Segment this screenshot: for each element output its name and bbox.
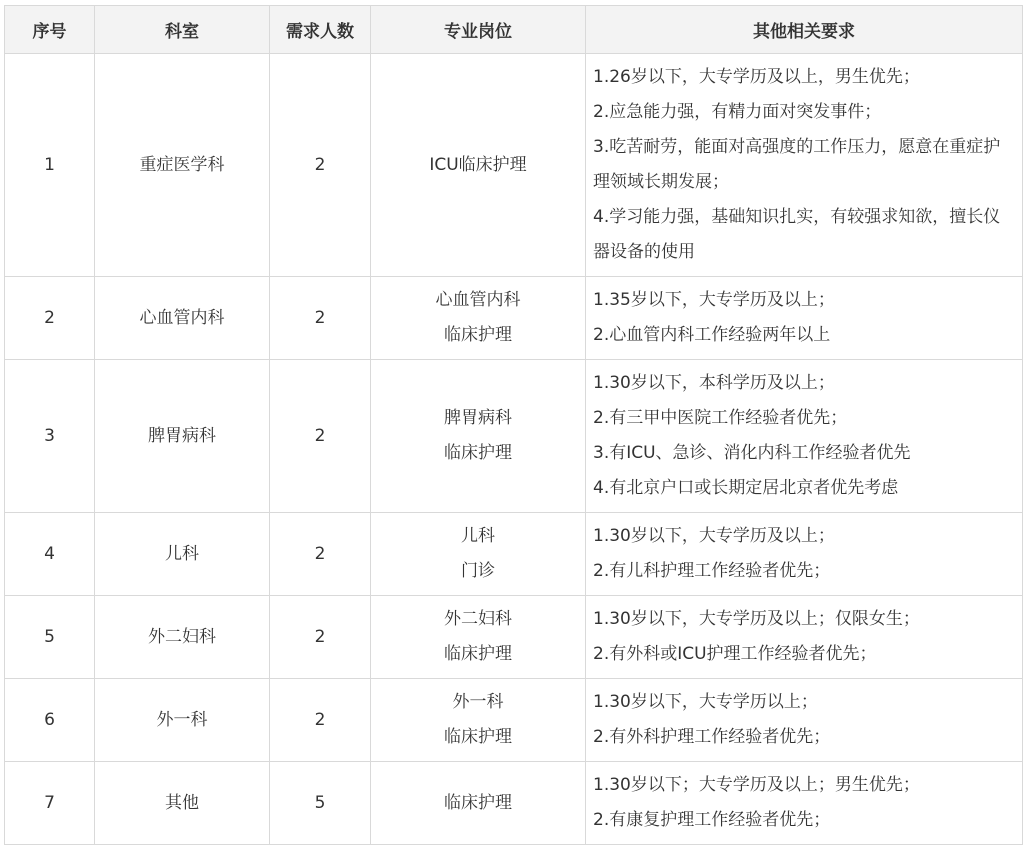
table-body	[5, 54, 1023, 845]
requirements	[586, 513, 1023, 596]
requirement-line: 1.30岁以下，大专学历及以上；	[593, 526, 835, 546]
position	[371, 360, 586, 513]
department: 外一科	[95, 679, 270, 762]
department: 脾胃病科	[95, 360, 270, 513]
requirements	[586, 679, 1023, 762]
requirements	[586, 596, 1023, 679]
row-number: 3	[5, 360, 95, 513]
headcount: 2	[270, 513, 371, 596]
headcount: 2	[270, 277, 371, 360]
position-line: 外二妇科	[444, 609, 512, 629]
requirement-line: 2.有康复护理工作经验者优先；	[593, 810, 831, 830]
row-number: 4	[5, 513, 95, 596]
table-row	[5, 596, 1023, 679]
department: 儿科	[95, 513, 270, 596]
requirement-line: 1.26岁以下，大专学历及以上，男生优先；	[593, 67, 920, 87]
requirement-line: 4.学习能力强，基础知识扎实，有较强求知欲，擅长仪器设备的使用	[593, 207, 1001, 262]
headcount: 2	[270, 596, 371, 679]
requirement-line: 2.应急能力强，有精力面对突发事件；	[593, 102, 882, 122]
table-row	[5, 277, 1023, 360]
row-number: 6	[5, 679, 95, 762]
position-line: 门诊	[461, 561, 495, 581]
requirement-line: 2.心血管内科工作经验两年以上	[593, 325, 831, 345]
headcount: 2	[270, 54, 371, 277]
requirement-line: 1.35岁以下，大专学历及以上；	[593, 290, 835, 310]
requirement-line: 1.30岁以下；大专学历及以上；男生优先；	[593, 775, 920, 795]
requirement-line: 1.30岁以下，大专学历以上；	[593, 692, 818, 712]
table-row	[5, 679, 1023, 762]
department: 其他	[95, 762, 270, 845]
headcount: 5	[270, 762, 371, 845]
requirements	[586, 277, 1023, 360]
position-line: 脾胃病科	[444, 408, 512, 428]
requirement-line: 2.有三甲中医院工作经验者优先；	[593, 408, 848, 428]
table-row	[5, 513, 1023, 596]
position	[371, 679, 586, 762]
department: 重症医学科	[95, 54, 270, 277]
department: 外二妇科	[95, 596, 270, 679]
table-row	[5, 762, 1023, 845]
position	[371, 762, 586, 845]
header-row	[5, 6, 1023, 54]
headcount: 2	[270, 679, 371, 762]
headcount: 2	[270, 360, 371, 513]
table-row	[5, 360, 1023, 513]
header-requirements: 其他相关要求	[586, 6, 1023, 54]
requirement-line: 2.有外科护理工作经验者优先；	[593, 727, 831, 747]
position-line: 临床护理	[444, 727, 512, 747]
requirement-line: 3.吃苦耐劳，能面对高强度的工作压力，愿意在重症护理领域长期发展；	[593, 137, 1001, 192]
requirement-line: 1.30岁以下，大专学历及以上；仅限女生；	[593, 609, 920, 629]
header-count: 需求人数	[270, 6, 371, 54]
requirements	[586, 54, 1023, 277]
row-number: 2	[5, 277, 95, 360]
header-no: 序号	[5, 6, 95, 54]
position-line: 临床护理	[444, 644, 512, 664]
requirement-line: 2.有外科或ICU护理工作经验者优先；	[593, 644, 877, 664]
row-number: 7	[5, 762, 95, 845]
position-line: ICU临床护理	[429, 154, 527, 175]
table-row	[5, 54, 1023, 277]
row-number: 5	[5, 596, 95, 679]
position-line: 儿科	[461, 526, 495, 546]
position	[371, 54, 586, 277]
header-position: 专业岗位	[371, 6, 586, 54]
requirement-line: 3.有ICU、急诊、消化内科工作经验者优先	[593, 443, 911, 463]
header-dept: 科室	[95, 6, 270, 54]
requirement-line: 1.30岁以下，本科学历及以上；	[593, 373, 835, 393]
position-line: 临床护理	[444, 443, 512, 463]
position-line: 临床护理	[444, 325, 512, 345]
requirement-line: 2.有儿科护理工作经验者优先；	[593, 561, 831, 581]
requirements	[586, 762, 1023, 845]
position-line: 心血管内科	[435, 290, 521, 310]
position	[371, 277, 586, 360]
position-line: 临床护理	[444, 792, 512, 813]
requirements	[586, 360, 1023, 513]
recruitment-table	[4, 5, 1023, 845]
department: 心血管内科	[95, 277, 270, 360]
requirement-line: 4.有北京户口或长期定居北京者优先考虑	[593, 478, 899, 498]
row-number: 1	[5, 54, 95, 277]
position-line: 外一科	[452, 692, 504, 712]
position	[371, 513, 586, 596]
position	[371, 596, 586, 679]
